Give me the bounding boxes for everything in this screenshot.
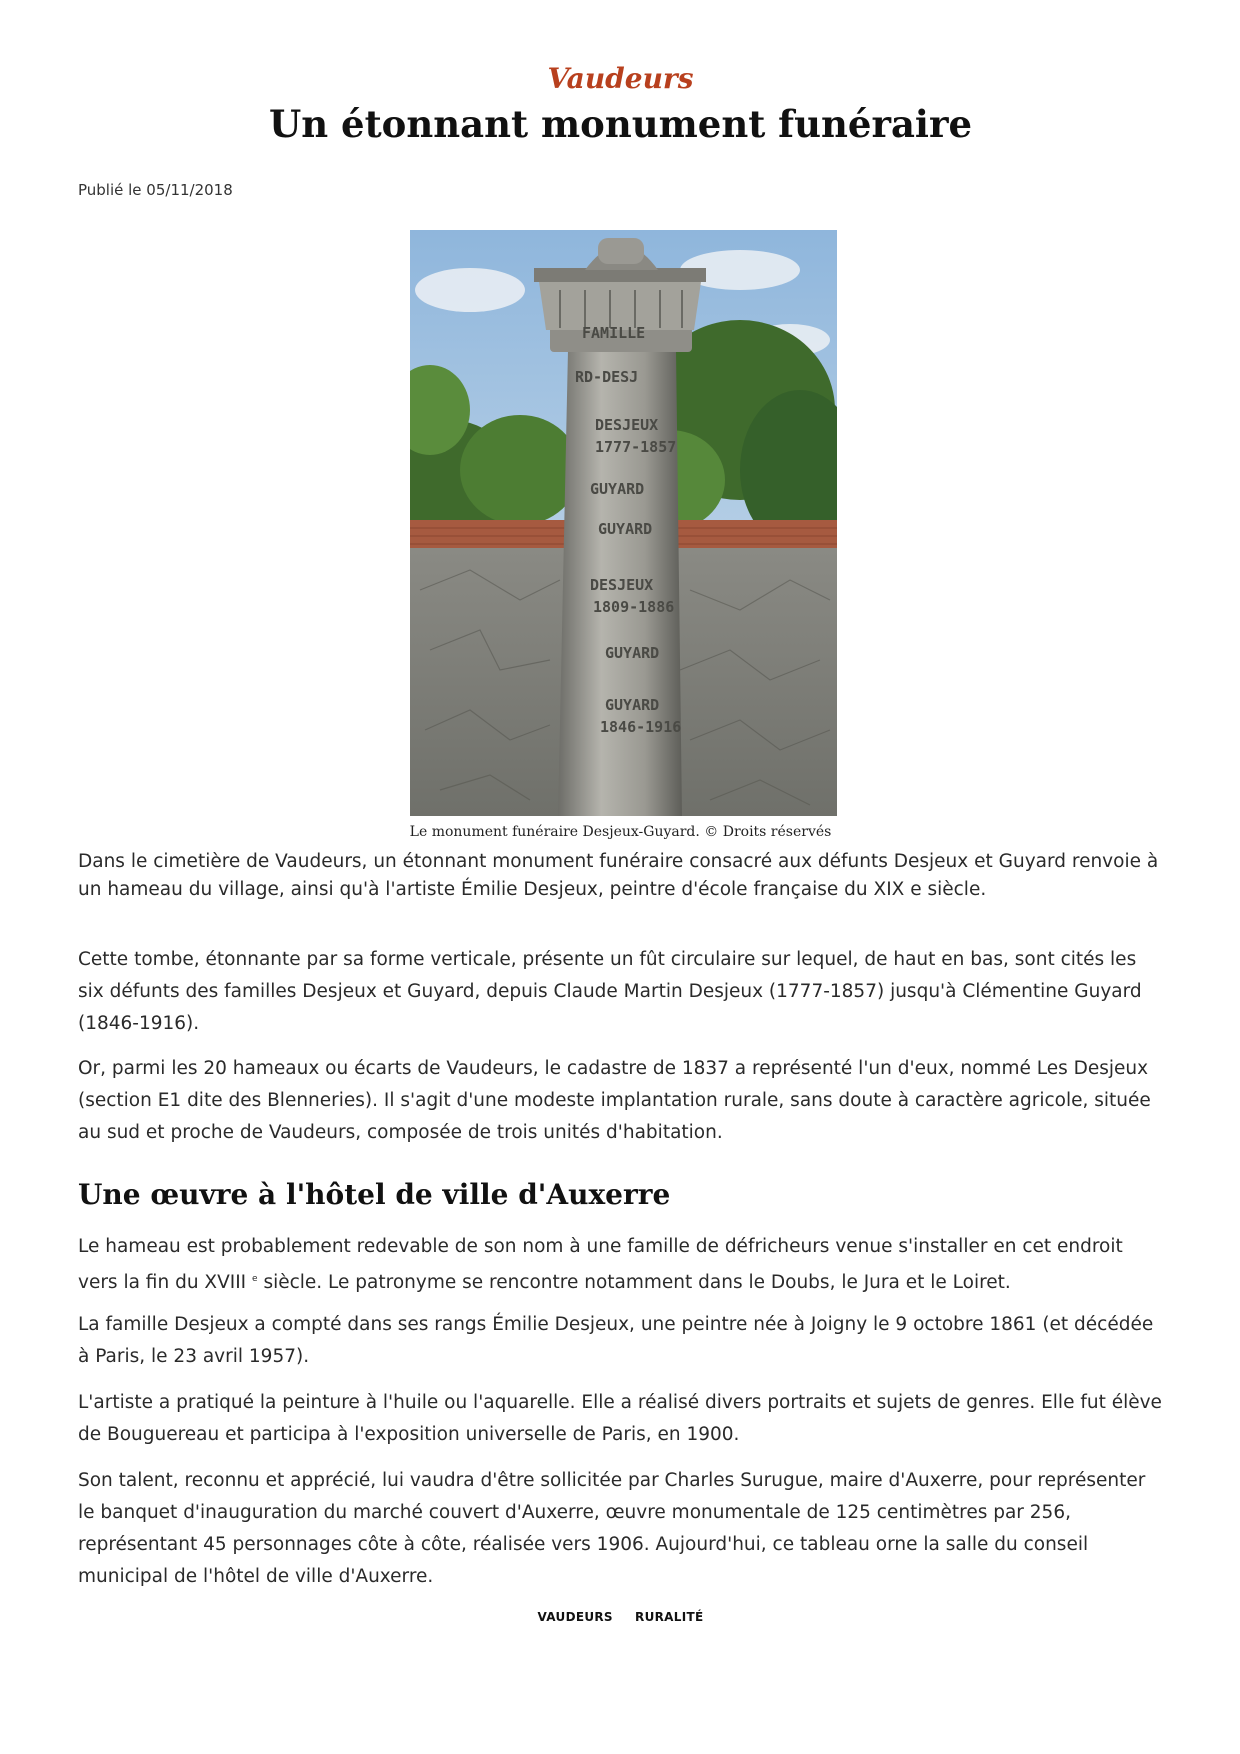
svg-text:1809-1886: 1809-1886 — [593, 598, 675, 616]
body-paragraph: Or, parmi les 20 hameaux ou écarts de Vaudeurs, le cadastre de 1837 a représenté l'un d'eux, nommé Les Desjeux (section E1 dite des Blenneries). Il s'agit d'une modeste implantation rurale, sans doute à caractère agricole, située au sud et proche de Vaudeurs, composée de trois unités d'habitation. — [78, 1058, 1151, 1143]
section-kicker[interactable]: Vaudeurs — [547, 62, 694, 95]
body-paragraph — [78, 1231, 1163, 1299]
photo-caption: Le monument funéraire Desjeux-Guyard. © Droits réservés — [409, 824, 832, 840]
section-heading: Une œuvre à l'hôtel de ville d'Auxerre — [78, 1178, 671, 1211]
body-paragraph: Son talent, reconnu et apprécié, lui vaudra d'être sollicitée par Charles Surugue, maire d'Auxerre, pour représenter le banquet d'inauguration du marché couvert d'Auxerre, œuvre monumentale de 125 centimètres par 256, représentant 45 personnages côte à côte, réalisée vers 1906. Aujourd'hui, ce tableau orne la salle du conseil municipal de l'hôtel de ville d'Auxerre. — [78, 1470, 1146, 1587]
svg-text:GUYARD: GUYARD — [605, 644, 660, 662]
tag-ruralite[interactable]: RURALITÉ — [635, 1610, 704, 1624]
svg-text:RD-DESJ: RD-DESJ — [575, 368, 639, 386]
article-title: Un étonnant monument funéraire — [268, 102, 973, 146]
paragraph-text: Le hameau est probablement redevable de son nom à une famille de défricheurs venue s'installer en cet endroit vers la fin du XVIII — [78, 1236, 1123, 1294]
paragraph-text: siècle. Le patronyme se rencontre notamment dans le Doubs, le Jura et le Loiret. — [257, 1272, 1011, 1294]
tag-list — [78, 1610, 1163, 1624]
lead-paragraph: Dans le cimetière de Vaudeurs, un étonnant monument funéraire consacré aux défunts Desjeux et Guyard renvoie à un hameau du village, ainsi qu'à l'artiste Émilie Desjeux, peintre d'école française du XIX e siècle. — [78, 851, 1159, 900]
svg-text:DESJEUX: DESJEUX — [595, 416, 659, 434]
superscript: e — [252, 1274, 258, 1284]
body-paragraph: Cette tombe, étonnante par sa forme verticale, présente un fût circulaire sur lequel, de haut en bas, sont cités les six défunts des familles Desjeux et Guyard, depuis Claude Martin Desjeux (1777-1857) jusqu'à Clémentine Guyard (1846-1916). — [78, 949, 1142, 1034]
tag-vaudeurs[interactable]: VAUDEURS — [537, 1610, 613, 1624]
svg-text:DESJEUX: DESJEUX — [590, 576, 654, 594]
body-paragraph: La famille Desjeux a compté dans ses rangs Émilie Desjeux, une peintre née à Joigny le 9 octobre 1861 (et décédée à Paris, le 23 avril 1957). — [78, 1314, 1154, 1367]
svg-text:1777-1857: 1777-1857 — [595, 438, 677, 456]
svg-text:FAMILLE: FAMILLE — [582, 324, 646, 342]
monument-photo[interactable] — [410, 230, 837, 816]
svg-text:GUYARD: GUYARD — [598, 520, 653, 538]
svg-text:GUYARD: GUYARD — [590, 480, 645, 498]
svg-text:GUYARD: GUYARD — [605, 696, 660, 714]
svg-text:1846-1916: 1846-1916 — [600, 718, 682, 736]
publication-date: Publié le 05/11/2018 — [78, 181, 233, 199]
body-paragraph: L'artiste a pratiqué la peinture à l'huile ou l'aquarelle. Elle a réalisé divers portraits et sujets de genres. Elle fut élève de Bouguereau et participa à l'exposition universelle de Paris, en 1900. — [78, 1392, 1162, 1445]
